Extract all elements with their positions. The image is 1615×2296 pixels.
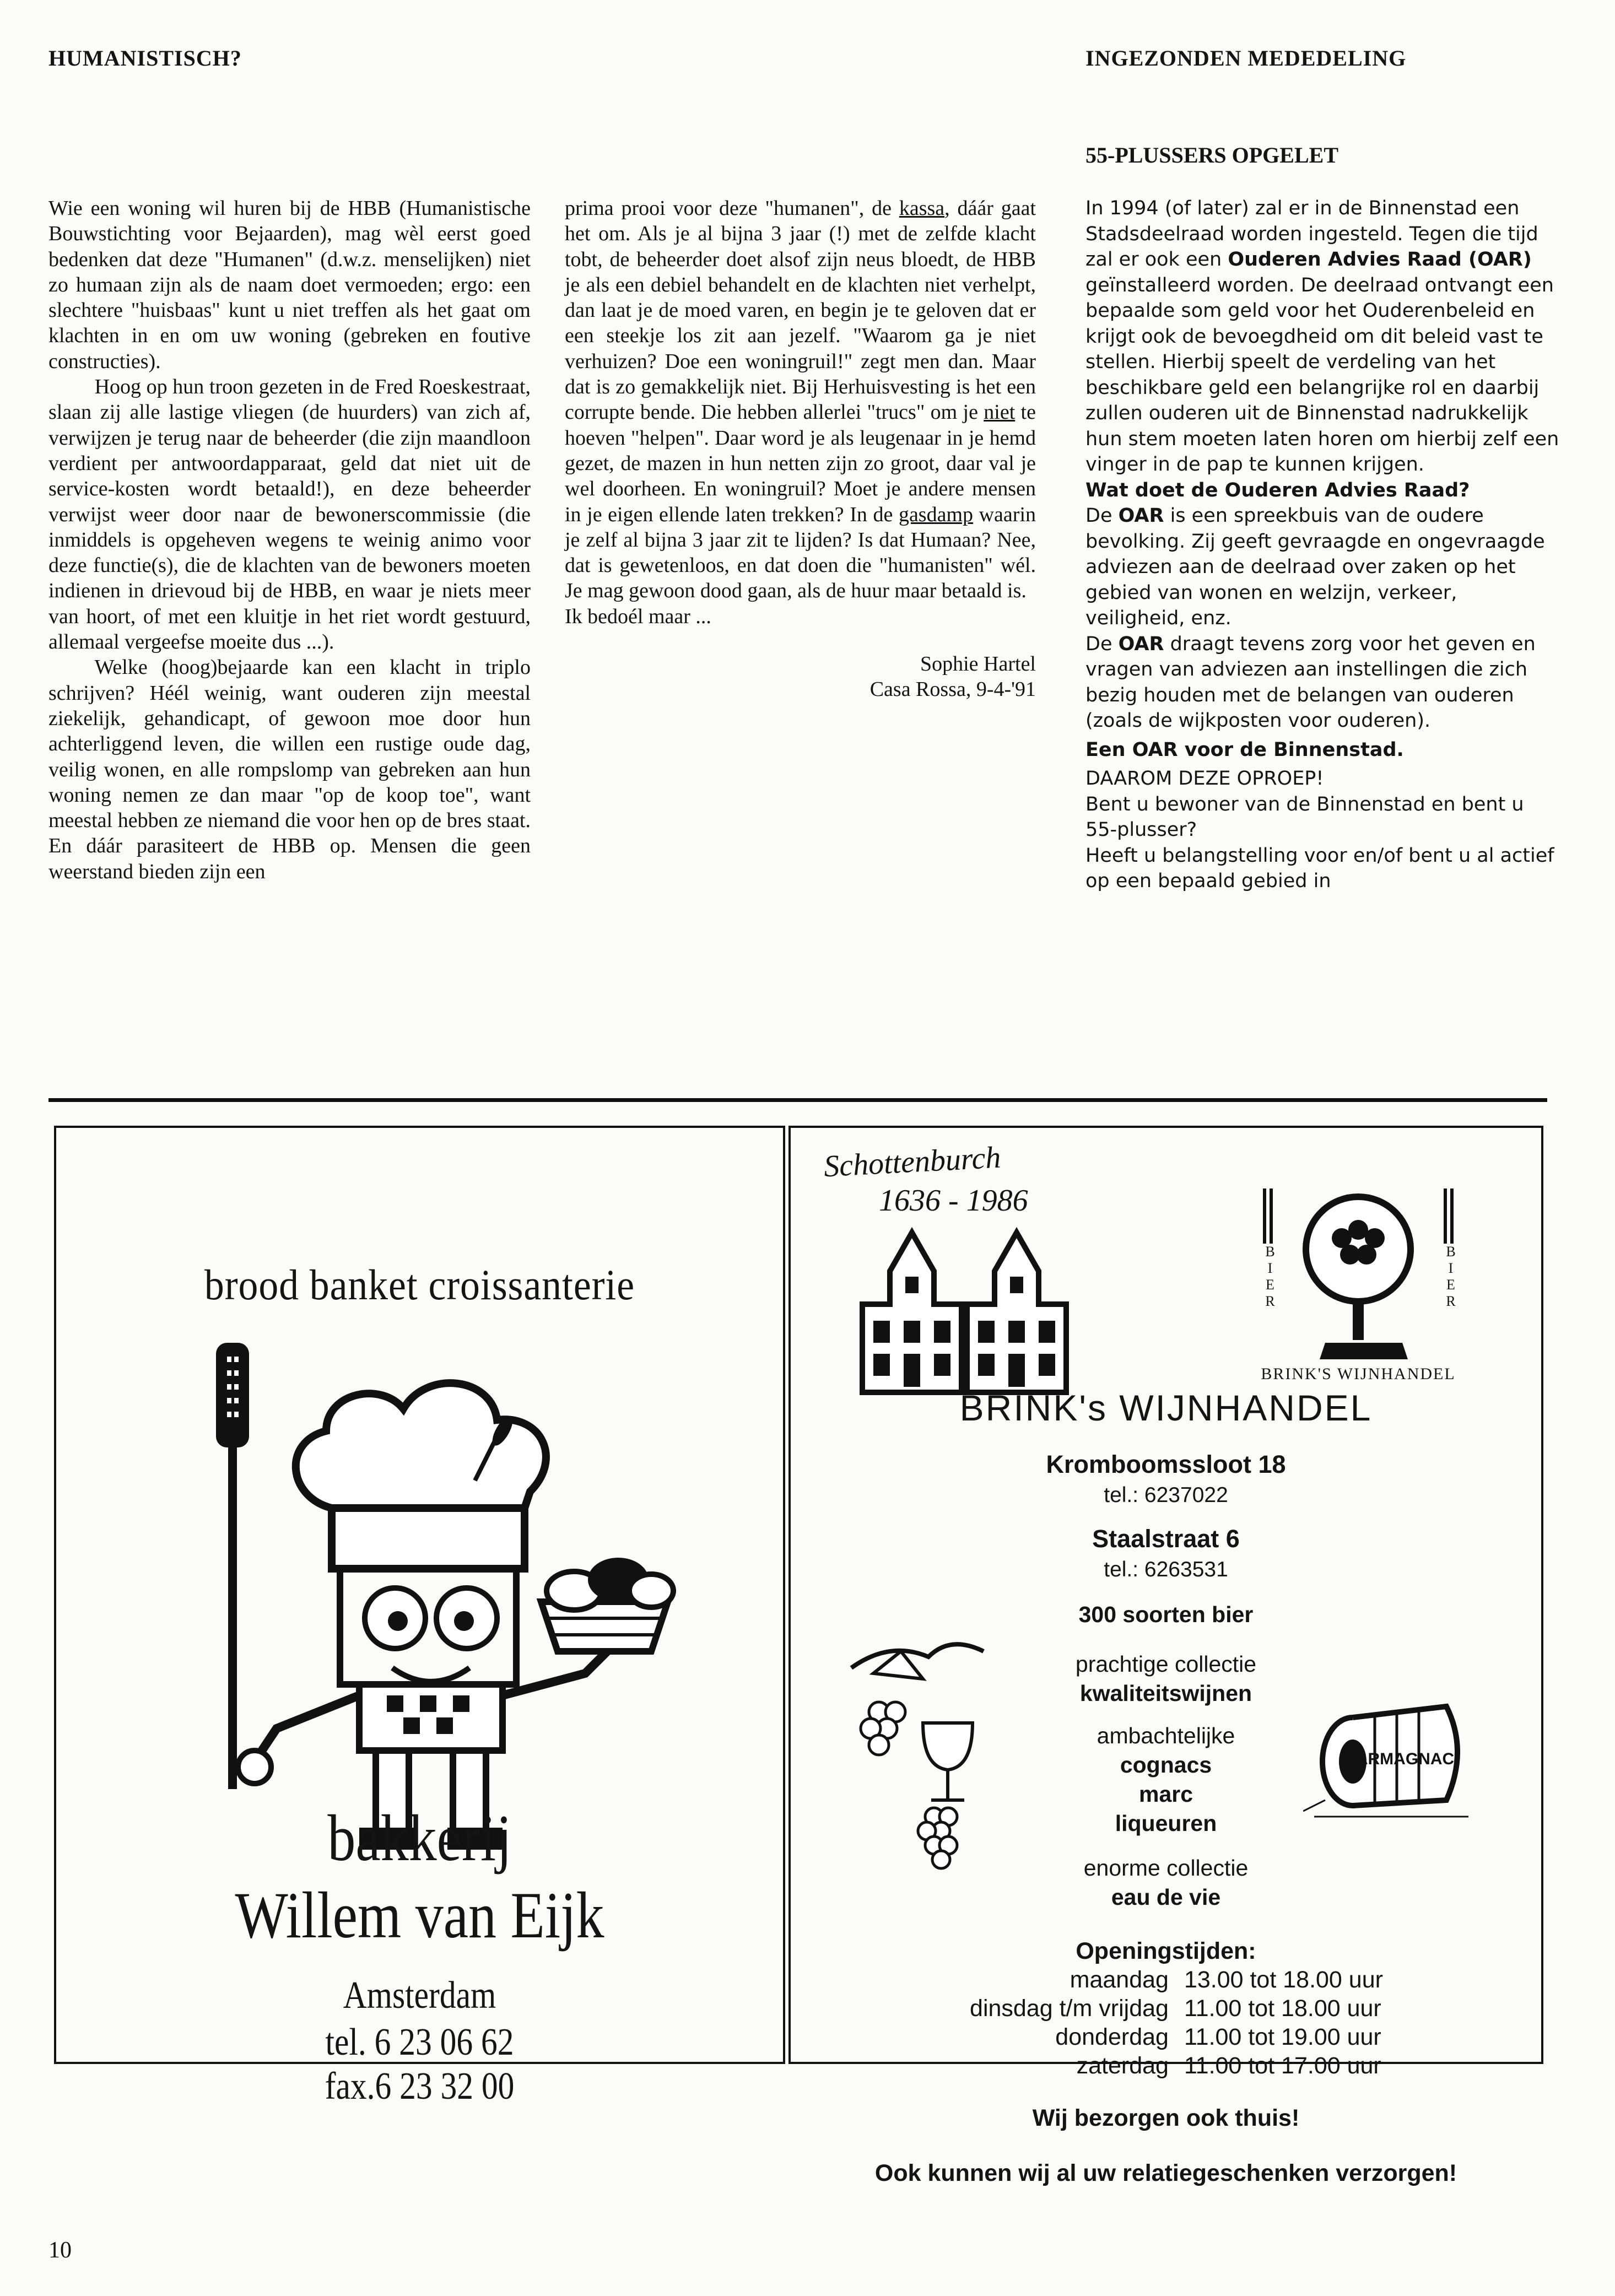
hours-row xyxy=(962,2051,1391,2080)
article-column-2 xyxy=(565,196,1036,703)
eau-line2: eau de vie xyxy=(1111,1884,1221,1910)
handwritten-years: 1636 - 1986 xyxy=(879,1184,1028,1218)
hours-time: 11.00 tot 17.00 uur xyxy=(1184,2052,1381,2079)
underlined-word: niet xyxy=(984,401,1016,424)
hours-time: 11.00 tot 19.00 uur xyxy=(1184,2023,1381,2050)
address-1: Kromboomssloot 18 xyxy=(1046,1450,1286,1478)
bakery-phone: tel. 6 23 06 62 xyxy=(325,2021,514,2063)
bakery-advertisement xyxy=(54,1126,785,2108)
bier-label-left: BIER xyxy=(1265,1244,1275,1309)
wine-shop-advertisement xyxy=(788,1126,1543,2079)
bakery-name-line2: Willem van Eijk xyxy=(235,1878,604,1952)
paragraph: Hoog op hun troon gezeten in de Fred Roeskestraat, slaan zij alle lastige vliegen (de huurders) van zich af, verwijzen je terug naar de beheerder (die zijn maandloon verdient per antwoordapparaat, geld dat niet uit de service-kosten wordt betaald!), en deze beheerder verwijst weer door naar de bewonerscommissie (die inmiddels is opgeheven wegens te weinig animo voor deze functie(s), die de klachten van de bewoners moeten indienen in drievoud bij de HBB, en waar je niets meer van hoort, of met een kluitje in het riet wordt gestuurd, allemaal vergeefse moeite dus ...). xyxy=(48,375,531,654)
underlined-word: kassa xyxy=(899,197,945,220)
article-column-1 xyxy=(48,196,531,884)
subheading: Een OAR voor de Binnenstad. xyxy=(1085,738,1404,761)
signature-place: Casa Rossa, 9-4-'91 xyxy=(869,678,1036,701)
handwritten-name: Schottenburch xyxy=(823,1140,1002,1184)
address-2: Staalstraat 6 xyxy=(1092,1525,1240,1553)
beer-count: 300 soorten bier xyxy=(1078,1602,1254,1627)
hours-title: Openingstijden: xyxy=(1076,1938,1256,1964)
hours-table xyxy=(873,1965,1479,2080)
bakery-city: Amsterdam xyxy=(343,1974,496,2017)
divider-rule xyxy=(48,1098,1547,1102)
paragraph xyxy=(1085,196,1559,478)
section-header-left: HUMANISTISCH? xyxy=(48,46,242,71)
shop-title: BRINK's WIJNHANDEL xyxy=(959,1387,1373,1428)
text-run: , dáár gaat het om. Als je al bijna 3 jaar (!) met de zelfde klacht tobt, de beheerder doet alsof zijn neus bloedt, de HBB je als een debiel behandelt en de klachten niet verhelpt, dan laat je de moed varen, en begin je te geloven dat er een steekje los zit aan jezelf. "Waarom ga je niet verhuizen? Doe een woningruil!" zegt men dan. Maar dat is zo gemakkelijk niet. Bij Herhuisvesting is het een corrupte bende. Die hebben allerlei "trucs" om je xyxy=(565,197,1036,424)
bier-label-right: BIER xyxy=(1446,1244,1456,1309)
hours-time: 11.00 tot 18.00 uur xyxy=(1184,1995,1381,2022)
text-run: geïnstalleerd worden. De deelraad ontvangt een bepaalde som geld voor het Ouderenbeleid en krijgt ook de bevoegdheid om dit beleid vast te stellen. Hierbij speelt de verdeling van het beschikbare geld een belangrijke rol en daarbij zullen ouderen uit de Binnenstad nadrukkelijk hun stem moeten laten horen om hierbij zelf een vinger in de pap te kunnen krijgen. xyxy=(1085,274,1559,476)
text-run: De xyxy=(1085,633,1119,655)
barrel-icon xyxy=(1303,1690,1479,1822)
gifts-note: Ook kunnen wij al uw relatiegeschenken verzorgen! xyxy=(874,2160,1457,2186)
hours-row xyxy=(962,1965,1391,1994)
barrel-label: ARMAGNAC xyxy=(1355,1750,1455,1768)
paragraph: Ik bedoél maar ... xyxy=(565,604,711,628)
globe-wine-logo-icon xyxy=(1243,1177,1474,1387)
wine-line1: prachtige collectie xyxy=(1075,1651,1257,1677)
paragraph: Welke (hoog)bejaarde kan een klacht in triplo schrijven? Héél weinig, want ouderen zijn meestal ziekelijk, gehandicapt, of gewoon moe door hun achterliggend leven, die willen een rustige oude dag, veilig wonen, en alle rompslomp van gebreken aan hun woning nemen ze dan maar "op de koop toe", want meestal hebben ze niemand die voor hen op de bres staat. En dáár parasiteert de HBB op. Mensen die geen weerstand bieden zijn een xyxy=(48,656,531,883)
text-run: De xyxy=(1085,505,1119,527)
underlined-word: gasdamp xyxy=(898,503,974,526)
baker-illustration-icon xyxy=(144,1343,695,1866)
phone-2: tel.: 6263531 xyxy=(1104,1558,1228,1581)
text-run: is een spreekbuis van de oudere bevolking. Zij geeft gevraagde en ongevraagde adviezen aan de deelraad over zaken op het gebied van wonen en welzijn, verkeer, veiligheid, enz. xyxy=(1085,505,1545,629)
article-column-3 xyxy=(1085,196,1559,894)
hours-day: dinsdag t/m vrijdag xyxy=(970,1995,1169,2022)
text-run: te hoeven "helpen". Daar word je als leugenaar in je hemd gezet, de mazen in hun netten zijn zo groot, daar val je wel doorheen. En woningruil? Moet je andere mensen in je eigen ellende laten trekken? In de xyxy=(565,401,1036,526)
craft-line1: ambachtelijke xyxy=(1097,1723,1235,1748)
text-run: In 1994 (of later) zal er in de Binnenstad een Stadsdeelraad worden ingesteld. Tegen die tijd zal er ook een xyxy=(1085,197,1538,271)
paragraph: Wie een woning wil huren bij de HBB (Humanistische Bouwstichting voor Bejaarden), mag wèl eerst goed bedenken dat deze "Humanen" (d.w.z. menselijken) niet zo humaan zijn als de naam doet vermoeden; ergo: een slechtere "huisbaas" kunt u niet treffen als het gaat om klachten in en om uw woning (gebreken en foutive constructies). xyxy=(48,197,531,373)
bakery-tagline: brood banket croissanterie xyxy=(204,1261,635,1309)
text-run: waarin je zelf al bijna 3 jaar zit te lijden? Is dat Humaan? Nee, dat is gewetenloos, en dat doen die "humanisten" wél. Je mag gewoon dood gaan, als de huur maar betaald is. xyxy=(565,503,1036,603)
bold-term: OAR xyxy=(1118,633,1164,655)
signature-name: Sophie Hartel xyxy=(920,652,1036,676)
canal-house-icon xyxy=(857,1222,1110,1398)
paragraph xyxy=(1085,503,1559,631)
hours-day: maandag xyxy=(1070,1967,1169,1993)
call-to-action: DAAROM DEZE OPROEP! xyxy=(1085,768,1324,790)
section-header-right: INGEZONDEN MEDEDELING xyxy=(1085,46,1407,71)
hours-day: donderdag xyxy=(1055,2024,1169,2050)
question-heading: Wat doet de Ouderen Advies Raad? xyxy=(1085,479,1470,501)
bold-term: Ouderen Advies Raad (OAR) xyxy=(1228,248,1532,271)
paragraph xyxy=(565,196,1036,604)
wine-line2: kwaliteitswijnen xyxy=(1079,1681,1252,1706)
text-run: draagt tevens zorg voor het geven en vragen van adviezen aan instellingen die zich bezig houden met de belangen van ouderen (zoals de wijkposten voor ouderen). xyxy=(1085,633,1536,732)
hours-time: 13.00 tot 18.00 uur xyxy=(1184,1966,1383,1993)
grapes-glass-icon xyxy=(840,1635,1006,1877)
paragraph xyxy=(1085,631,1559,734)
paragraph: Bent u bewoner van de Binnenstad en bent u 55-plusser? xyxy=(1085,793,1524,841)
hours-row xyxy=(962,2023,1391,2051)
bakery-fax: fax.6 23 32 00 xyxy=(325,2065,515,2108)
phone-1: tel.: 6237022 xyxy=(1104,1483,1228,1507)
text-run: prima prooi voor deze "humanen", de xyxy=(565,197,899,220)
eau-line1: enorme collectie xyxy=(1083,1855,1249,1881)
craft-line4: liqueuren xyxy=(1115,1811,1217,1836)
page-number: 10 xyxy=(48,2238,72,2263)
bold-term: OAR xyxy=(1118,505,1164,527)
hours-day: zaterdag xyxy=(1076,2052,1169,2079)
craft-line3: marc xyxy=(1138,1781,1193,1807)
craft-line2: cognacs xyxy=(1120,1752,1212,1778)
bakery-name-line1: bakkerij xyxy=(327,1801,512,1874)
paragraph: Heeft u belangstelling voor en/of bent u al actief op een bepaald gebied in xyxy=(1085,844,1554,892)
hours-row xyxy=(962,1994,1391,2023)
logo-caption: BRINK'S WIJNHANDEL xyxy=(1261,1365,1456,1383)
article-subtitle: 55-PLUSSERS OPGELET xyxy=(1085,143,1339,168)
delivery-note: Wij bezorgen ook thuis! xyxy=(1032,2105,1300,2131)
